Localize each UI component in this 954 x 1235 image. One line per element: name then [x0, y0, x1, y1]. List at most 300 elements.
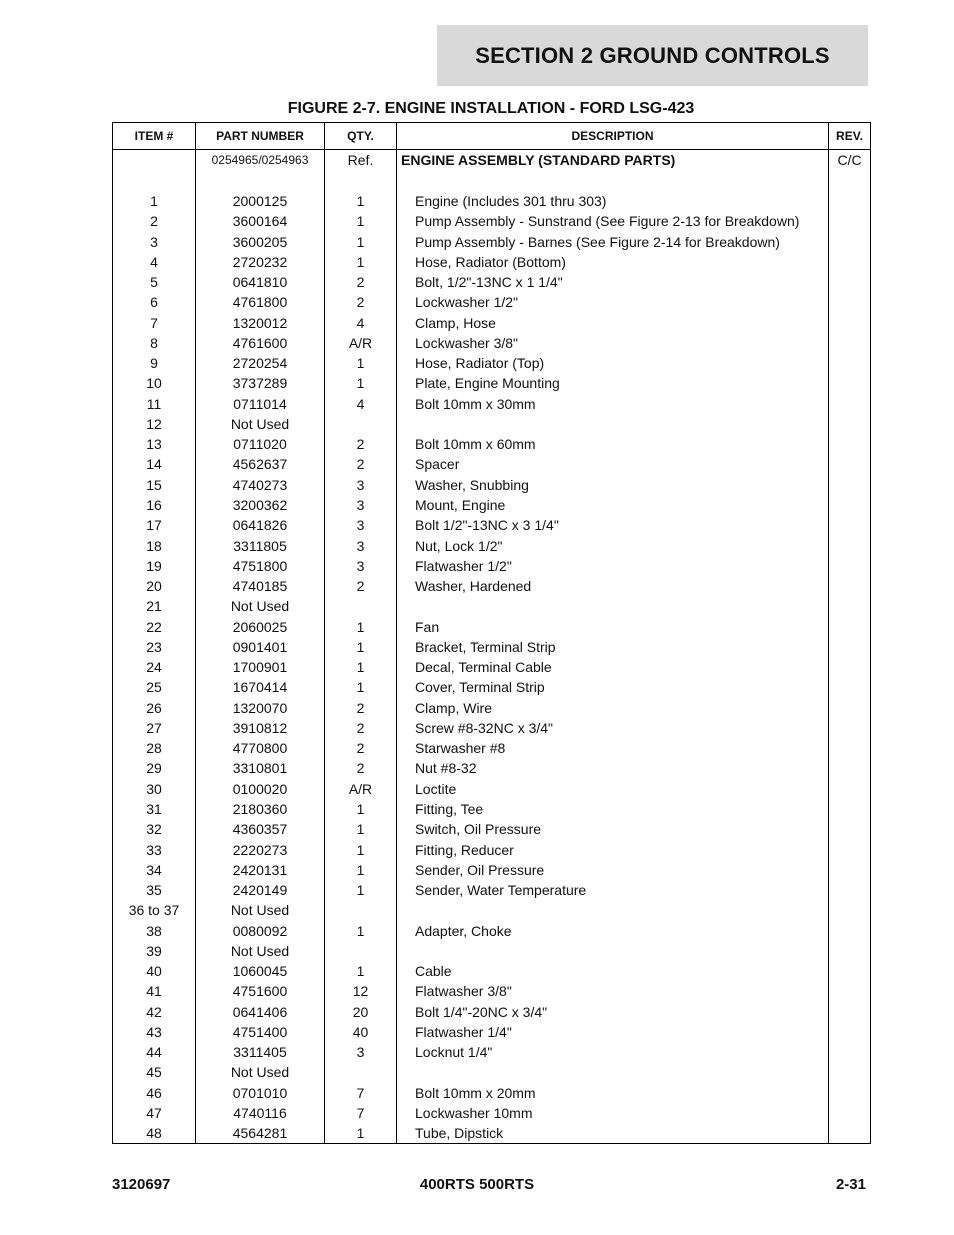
- description: Lockwasher 10mm: [397, 1103, 829, 1123]
- revision: [829, 1062, 871, 1082]
- description: Fitting, Reducer: [397, 840, 829, 860]
- item-number: 15: [113, 475, 196, 495]
- quantity: 1: [325, 657, 397, 677]
- part-number: 3310801: [196, 758, 325, 778]
- table-row: [113, 252, 871, 272]
- quantity: 1: [325, 677, 397, 697]
- part-number: 0641406: [196, 1002, 325, 1022]
- revision: [829, 536, 871, 556]
- quantity: [325, 414, 397, 434]
- item-number: 46: [113, 1083, 196, 1103]
- part-number: 2000125: [196, 191, 325, 211]
- revision: [829, 252, 871, 272]
- item-number: 32: [113, 819, 196, 839]
- description: Locknut 1/4": [397, 1042, 829, 1062]
- revision: [829, 454, 871, 474]
- description: Loctite: [397, 779, 829, 799]
- part-number: 2060025: [196, 617, 325, 637]
- footer-page-number: 2-31: [835, 1176, 866, 1193]
- table-row: [113, 1022, 871, 1042]
- revision: [829, 272, 871, 292]
- quantity: 1: [325, 921, 397, 941]
- table-row: [113, 1062, 871, 1082]
- revision: [829, 1123, 871, 1144]
- quantity: 1: [325, 961, 397, 981]
- description: Clamp, Hose: [397, 313, 829, 333]
- description: Plate, Engine Mounting: [397, 373, 829, 393]
- item-number: 20: [113, 576, 196, 596]
- part-number: 0641826: [196, 515, 325, 535]
- description: Fitting, Tee: [397, 799, 829, 819]
- description: Washer, Snubbing: [397, 475, 829, 495]
- revision: [829, 353, 871, 373]
- revision: [829, 292, 871, 312]
- revision: [829, 414, 871, 434]
- quantity: 1: [325, 860, 397, 880]
- item-number: 18: [113, 536, 196, 556]
- revision: [829, 921, 871, 941]
- revision: [829, 799, 871, 819]
- revision: [829, 191, 871, 211]
- table-row: [113, 191, 871, 211]
- part-number: 4740273: [196, 475, 325, 495]
- table-row: [113, 434, 871, 454]
- description: Spacer: [397, 454, 829, 474]
- item-number: 13: [113, 434, 196, 454]
- revision: [829, 373, 871, 393]
- quantity: 1: [325, 211, 397, 231]
- item-number: 9: [113, 353, 196, 373]
- item-number: 43: [113, 1022, 196, 1042]
- part-number: 4761600: [196, 333, 325, 353]
- quantity: 2: [325, 272, 397, 292]
- footer-model: 400RTS 500RTS: [419, 1176, 535, 1193]
- item-number: 3: [113, 232, 196, 252]
- quantity: 7: [325, 1103, 397, 1123]
- quantity: 3: [325, 475, 397, 495]
- item-number: 7: [113, 313, 196, 333]
- assembly-row: [113, 150, 871, 192]
- table-row: [113, 637, 871, 657]
- quantity: 1: [325, 353, 397, 373]
- table-row: [113, 718, 871, 738]
- part-number: 4751600: [196, 981, 325, 1001]
- table-row: [113, 738, 871, 758]
- table-row: [113, 272, 871, 292]
- revision: [829, 758, 871, 778]
- description: Mount, Engine: [397, 495, 829, 515]
- part-number: 0080092: [196, 921, 325, 941]
- table-row: [113, 941, 871, 961]
- revision: [829, 961, 871, 981]
- quantity: 2: [325, 718, 397, 738]
- table-row: [113, 961, 871, 981]
- part-number: 3311805: [196, 536, 325, 556]
- description: Fan: [397, 617, 829, 637]
- table-row: [113, 900, 871, 920]
- revision: [829, 617, 871, 637]
- table-row: [113, 799, 871, 819]
- table-header-row: [113, 123, 871, 150]
- item-number: 17: [113, 515, 196, 535]
- description: Flatwasher 1/4": [397, 1022, 829, 1042]
- description: Bolt 1/2"-13NC x 3 1/4": [397, 515, 829, 535]
- table-row: [113, 1002, 871, 1022]
- revision: [829, 394, 871, 414]
- item-number: 19: [113, 556, 196, 576]
- item-number: 30: [113, 779, 196, 799]
- part-number: 0711014: [196, 394, 325, 414]
- quantity: 1: [325, 799, 397, 819]
- description: [397, 414, 829, 434]
- footer-doc-number: 3120697: [112, 1176, 171, 1193]
- item-number: 35: [113, 880, 196, 900]
- part-number: 3600205: [196, 232, 325, 252]
- part-number: Not Used: [196, 414, 325, 434]
- table-row: [113, 475, 871, 495]
- revision: [829, 840, 871, 860]
- item-number: 8: [113, 333, 196, 353]
- quantity: 3: [325, 556, 397, 576]
- quantity: [325, 941, 397, 961]
- part-number: 4761800: [196, 292, 325, 312]
- quantity: 1: [325, 880, 397, 900]
- item-number: 6: [113, 292, 196, 312]
- part-number: 3311405: [196, 1042, 325, 1062]
- item-number: 11: [113, 394, 196, 414]
- revision: [829, 556, 871, 576]
- quantity: 12: [325, 981, 397, 1001]
- part-number: 1320070: [196, 698, 325, 718]
- revision: [829, 515, 871, 535]
- item-number: 24: [113, 657, 196, 677]
- table-row: [113, 394, 871, 414]
- description: Sender, Water Temperature: [397, 880, 829, 900]
- part-number: 1320012: [196, 313, 325, 333]
- parts-table: [112, 122, 871, 1144]
- item-number: 44: [113, 1042, 196, 1062]
- revision: [829, 313, 871, 333]
- part-number: 2220273: [196, 840, 325, 860]
- quantity: 3: [325, 515, 397, 535]
- revision: [829, 880, 871, 900]
- part-number: 0100020: [196, 779, 325, 799]
- part-number: 2720254: [196, 353, 325, 373]
- description: Hose, Radiator (Top): [397, 353, 829, 373]
- part-number: 4770800: [196, 738, 325, 758]
- part-number: Not Used: [196, 596, 325, 616]
- description: [397, 1062, 829, 1082]
- table-row: [113, 779, 871, 799]
- description: Nut #8-32: [397, 758, 829, 778]
- quantity: 1: [325, 373, 397, 393]
- description: Lockwasher 3/8": [397, 333, 829, 353]
- part-number: 4751800: [196, 556, 325, 576]
- item-number: 34: [113, 860, 196, 880]
- revision: [829, 718, 871, 738]
- quantity: [325, 596, 397, 616]
- table-row: [113, 353, 871, 373]
- revision: [829, 698, 871, 718]
- header-part-number: PART NUMBER: [196, 123, 325, 150]
- quantity: 1: [325, 252, 397, 272]
- description: Clamp, Wire: [397, 698, 829, 718]
- table-row: [113, 313, 871, 333]
- description: Bolt, 1/2"-13NC x 1 1/4": [397, 272, 829, 292]
- item-number: 42: [113, 1002, 196, 1022]
- description: Bracket, Terminal Strip: [397, 637, 829, 657]
- description: Bolt 10mm x 60mm: [397, 434, 829, 454]
- part-number: Not Used: [196, 1062, 325, 1082]
- header-description: DESCRIPTION: [397, 123, 829, 150]
- quantity: 1: [325, 637, 397, 657]
- description: Switch, Oil Pressure: [397, 819, 829, 839]
- item-number: 39: [113, 941, 196, 961]
- revision: [829, 495, 871, 515]
- table-row: [113, 921, 871, 941]
- description: Lockwasher 1/2": [397, 292, 829, 312]
- description: Flatwasher 3/8": [397, 981, 829, 1001]
- table-row: [113, 232, 871, 252]
- quantity: 1: [325, 819, 397, 839]
- description: Tube, Dipstick: [397, 1123, 829, 1144]
- section-banner: SECTION 2 GROUND CONTROLS: [437, 25, 868, 86]
- item-number: 14: [113, 454, 196, 474]
- part-number: 2180360: [196, 799, 325, 819]
- part-number: 0901401: [196, 637, 325, 657]
- revision: [829, 1002, 871, 1022]
- item-number: 47: [113, 1103, 196, 1123]
- assembly-description: ENGINE ASSEMBLY (STANDARD PARTS): [397, 150, 829, 192]
- table-row: [113, 1083, 871, 1103]
- table-row: [113, 536, 871, 556]
- quantity: 2: [325, 576, 397, 596]
- item-number: 31: [113, 799, 196, 819]
- description: Bolt 10mm x 20mm: [397, 1083, 829, 1103]
- item-number: 21: [113, 596, 196, 616]
- table-row: [113, 556, 871, 576]
- table-row: [113, 515, 871, 535]
- assembly-qty: Ref.: [325, 150, 397, 192]
- quantity: 2: [325, 292, 397, 312]
- description: [397, 941, 829, 961]
- table-row: [113, 657, 871, 677]
- description: Cover, Terminal Strip: [397, 677, 829, 697]
- table-row: [113, 333, 871, 353]
- quantity: 2: [325, 738, 397, 758]
- table-row: [113, 373, 871, 393]
- part-number: 3200362: [196, 495, 325, 515]
- table-row: [113, 211, 871, 231]
- assembly-rev: C/C: [829, 150, 871, 192]
- quantity: 7: [325, 1083, 397, 1103]
- item-number: 16: [113, 495, 196, 515]
- revision: [829, 232, 871, 252]
- description: Adapter, Choke: [397, 921, 829, 941]
- table-row: [113, 292, 871, 312]
- quantity: 3: [325, 536, 397, 556]
- part-number: 0641810: [196, 272, 325, 292]
- table-row: [113, 880, 871, 900]
- table-row: [113, 617, 871, 637]
- table-row: [113, 698, 871, 718]
- part-number: Not Used: [196, 900, 325, 920]
- revision: [829, 738, 871, 758]
- item-number: 41: [113, 981, 196, 1001]
- revision: [829, 211, 871, 231]
- item-number: 25: [113, 677, 196, 697]
- part-number: 4564281: [196, 1123, 325, 1144]
- revision: [829, 657, 871, 677]
- part-number: 3600164: [196, 211, 325, 231]
- quantity: 40: [325, 1022, 397, 1042]
- revision: [829, 637, 871, 657]
- table-row: [113, 677, 871, 697]
- description: Pump Assembly - Sunstrand (See Figure 2-13 for Breakdown): [397, 211, 829, 231]
- table-row: [113, 1123, 871, 1144]
- quantity: 4: [325, 394, 397, 414]
- part-number: 1060045: [196, 961, 325, 981]
- table-row: [113, 1103, 871, 1123]
- quantity: 1: [325, 617, 397, 637]
- part-number: Not Used: [196, 941, 325, 961]
- table-row: [113, 414, 871, 434]
- item-number: 12: [113, 414, 196, 434]
- table-row: [113, 495, 871, 515]
- description: Pump Assembly - Barnes (See Figure 2-14 for Breakdown): [397, 232, 829, 252]
- part-number: 1700901: [196, 657, 325, 677]
- description: Decal, Terminal Cable: [397, 657, 829, 677]
- quantity: 2: [325, 698, 397, 718]
- quantity: 4: [325, 313, 397, 333]
- item-number: 29: [113, 758, 196, 778]
- table-row: [113, 1042, 871, 1062]
- item-number: 26: [113, 698, 196, 718]
- quantity: 3: [325, 495, 397, 515]
- item-number: 2: [113, 211, 196, 231]
- quantity: 2: [325, 454, 397, 474]
- description: Cable: [397, 961, 829, 981]
- description: Bolt 10mm x 30mm: [397, 394, 829, 414]
- assembly-item: [113, 150, 196, 192]
- quantity: 1: [325, 232, 397, 252]
- revision: [829, 1083, 871, 1103]
- revision: [829, 981, 871, 1001]
- quantity: A/R: [325, 333, 397, 353]
- description: [397, 900, 829, 920]
- item-number: 10: [113, 373, 196, 393]
- revision: [829, 1103, 871, 1123]
- part-number: 0711020: [196, 434, 325, 454]
- revision: [829, 860, 871, 880]
- description: Sender, Oil Pressure: [397, 860, 829, 880]
- header-rev: REV.: [829, 123, 871, 150]
- description: Washer, Hardened: [397, 576, 829, 596]
- table-row: [113, 981, 871, 1001]
- revision: [829, 1042, 871, 1062]
- part-number: 4751400: [196, 1022, 325, 1042]
- quantity: [325, 1062, 397, 1082]
- item-number: 4: [113, 252, 196, 272]
- assembly-part-number: 0254965/0254963: [196, 150, 325, 192]
- header-qty: QTY.: [325, 123, 397, 150]
- revision: [829, 900, 871, 920]
- quantity: 1: [325, 1123, 397, 1144]
- part-number: 1670414: [196, 677, 325, 697]
- item-number: 48: [113, 1123, 196, 1144]
- quantity: 1: [325, 840, 397, 860]
- quantity: [325, 900, 397, 920]
- item-number: 5: [113, 272, 196, 292]
- description: Nut, Lock 1/2": [397, 536, 829, 556]
- item-number: 22: [113, 617, 196, 637]
- description: Engine (Includes 301 thru 303): [397, 191, 829, 211]
- part-number: 4562637: [196, 454, 325, 474]
- item-number: 38: [113, 921, 196, 941]
- revision: [829, 333, 871, 353]
- quantity: 1: [325, 191, 397, 211]
- table-row: [113, 840, 871, 860]
- part-number: 3737289: [196, 373, 325, 393]
- table-row: [113, 819, 871, 839]
- part-number: 2420131: [196, 860, 325, 880]
- description: [397, 596, 829, 616]
- item-number: 27: [113, 718, 196, 738]
- table-row: [113, 596, 871, 616]
- part-number: 3910812: [196, 718, 325, 738]
- revision: [829, 475, 871, 495]
- item-number: 36 to 37: [113, 900, 196, 920]
- description: Flatwasher 1/2": [397, 556, 829, 576]
- part-number: 2720232: [196, 252, 325, 272]
- header-item: ITEM #: [113, 123, 196, 150]
- revision: [829, 819, 871, 839]
- description: Screw #8-32NC x 3/4": [397, 718, 829, 738]
- revision: [829, 677, 871, 697]
- quantity: 2: [325, 434, 397, 454]
- description: Hose, Radiator (Bottom): [397, 252, 829, 272]
- revision: [829, 596, 871, 616]
- part-number: 4740185: [196, 576, 325, 596]
- item-number: 23: [113, 637, 196, 657]
- part-number: 2420149: [196, 880, 325, 900]
- revision: [829, 434, 871, 454]
- part-number: 0701010: [196, 1083, 325, 1103]
- part-number: 4360357: [196, 819, 325, 839]
- description: Bolt 1/4"-20NC x 3/4": [397, 1002, 829, 1022]
- revision: [829, 779, 871, 799]
- revision: [829, 576, 871, 596]
- item-number: 28: [113, 738, 196, 758]
- table-row: [113, 454, 871, 474]
- item-number: 33: [113, 840, 196, 860]
- quantity: 20: [325, 1002, 397, 1022]
- quantity: 3: [325, 1042, 397, 1062]
- revision: [829, 1022, 871, 1042]
- quantity: 2: [325, 758, 397, 778]
- part-number: 4740116: [196, 1103, 325, 1123]
- item-number: 45: [113, 1062, 196, 1082]
- table-row: [113, 860, 871, 880]
- description: Starwasher #8: [397, 738, 829, 758]
- item-number: 40: [113, 961, 196, 981]
- figure-title: FIGURE 2-7. ENGINE INSTALLATION - FORD LSG-423: [287, 100, 695, 117]
- quantity: A/R: [325, 779, 397, 799]
- revision: [829, 941, 871, 961]
- item-number: 1: [113, 191, 196, 211]
- table-row: [113, 758, 871, 778]
- table-row: [113, 576, 871, 596]
